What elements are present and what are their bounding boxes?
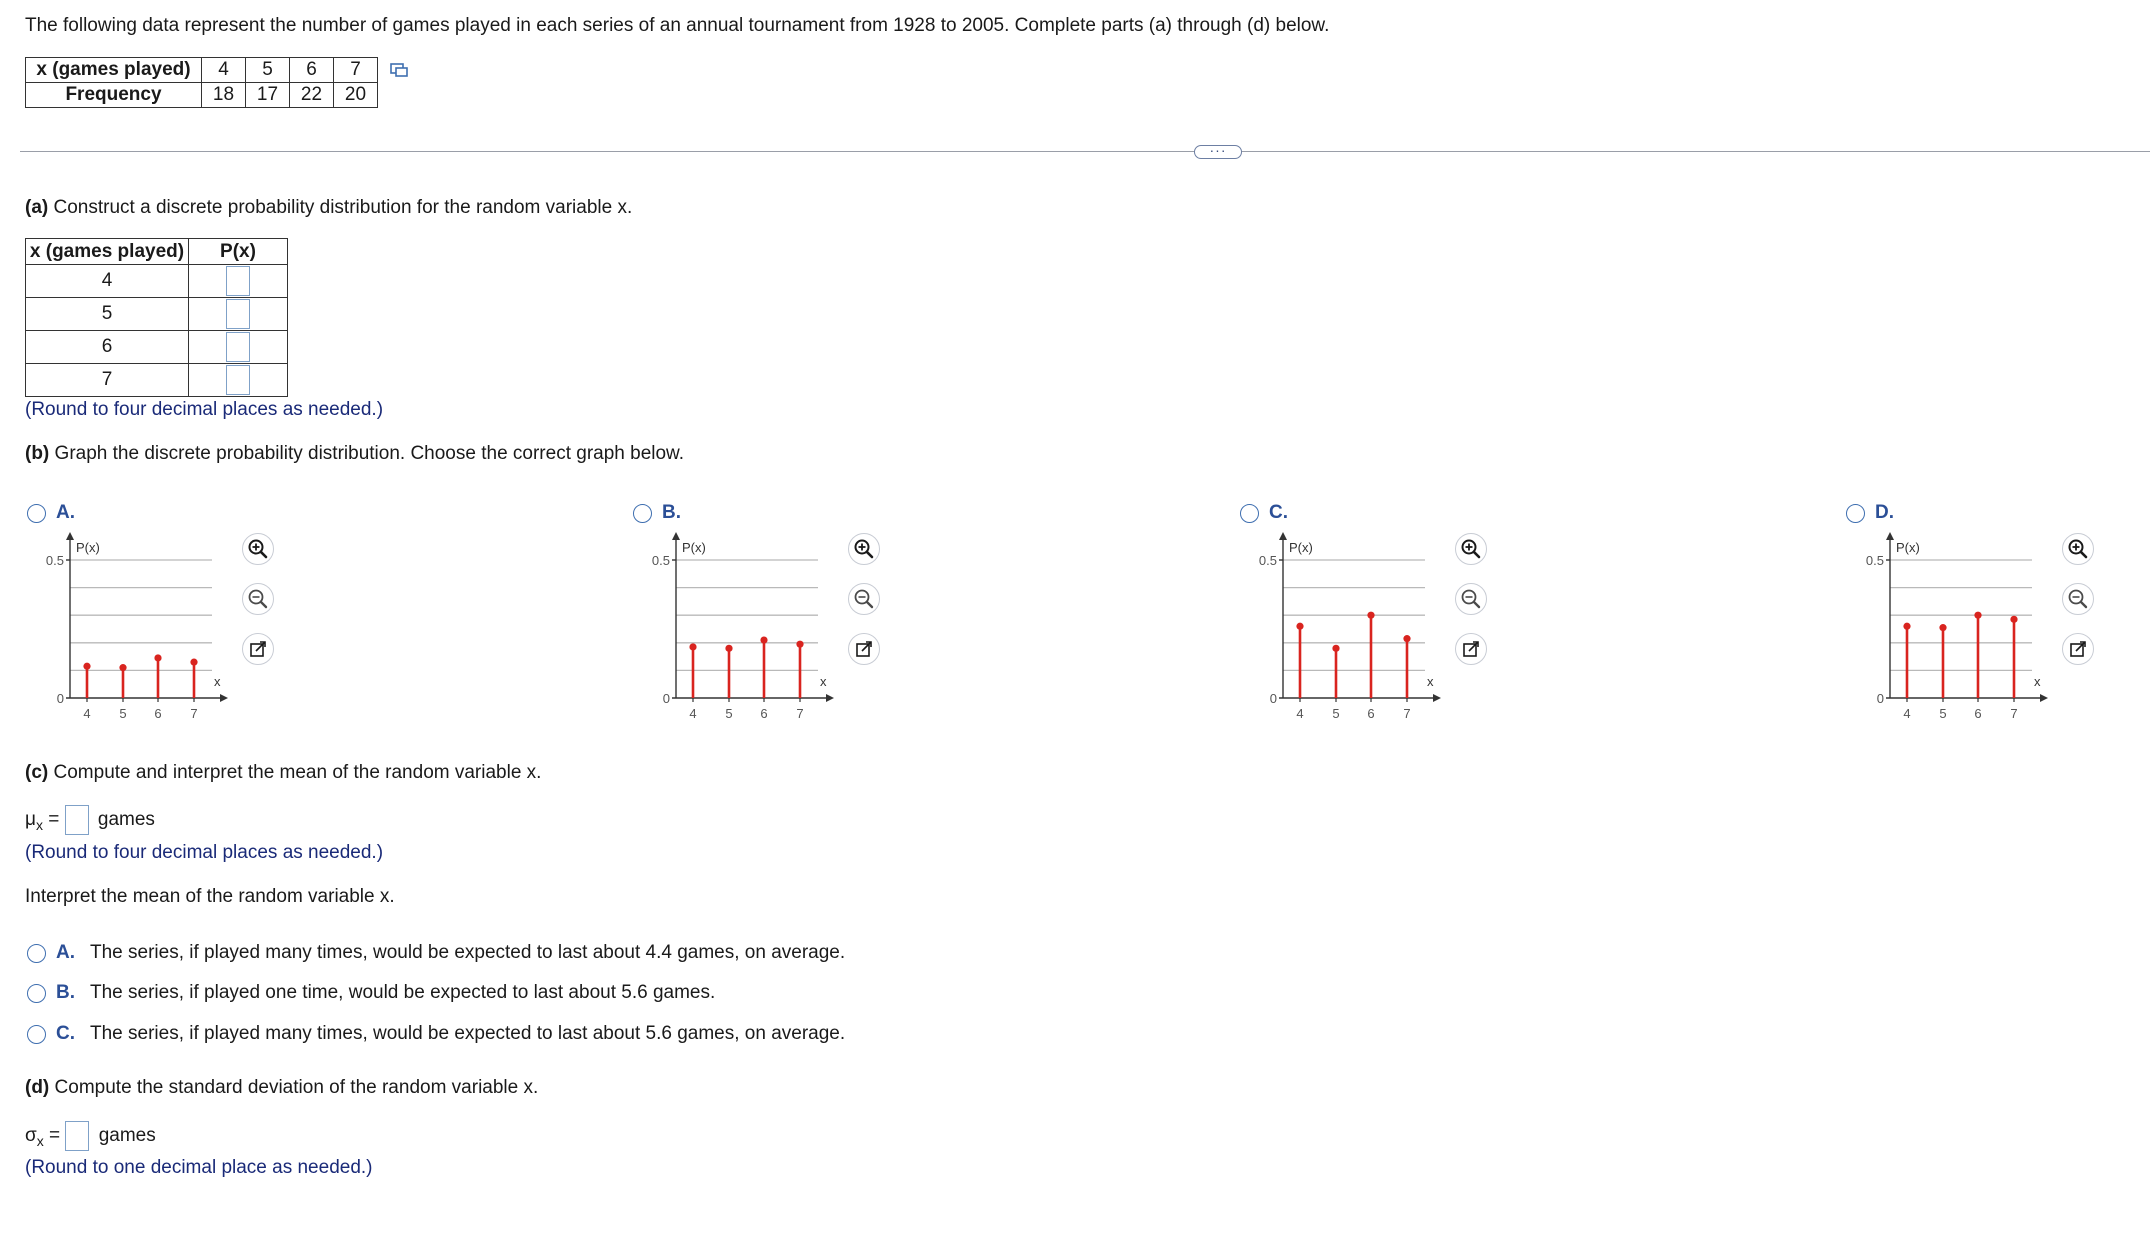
zoom-out-icon[interactable] (241, 582, 275, 616)
y-tick-label: 0.5 (45, 553, 64, 568)
graph-option-b-radio[interactable] (633, 504, 652, 523)
mu-equals: = (48, 809, 60, 831)
x-axis-label: x (2034, 674, 2041, 689)
stem-point (1296, 623, 1303, 630)
y-tick-label: 0.5 (1865, 553, 1884, 568)
pt-px-cell (189, 265, 288, 298)
part-c-heading: (c) (25, 762, 49, 783)
part-b-prompt (25, 443, 684, 465)
part-d-text: Compute the standard deviation of the random variable x. (54, 1077, 539, 1098)
zoom-in-icon[interactable] (2061, 532, 2095, 566)
x-tick-label: 6 (1974, 706, 1982, 721)
y-tick-label: 0 (1269, 691, 1277, 706)
stem-point (1367, 612, 1374, 619)
graph-option-a-radio[interactable] (27, 504, 46, 523)
stem-point (119, 664, 126, 671)
part-a-hint: (Round to four decimal places as needed.) (25, 399, 384, 420)
pt-x-cell: 7 (26, 364, 189, 397)
interpret-c-text[interactable]: The series, if played many times, would be expected to last about 5.6 games, on average. (90, 1023, 846, 1044)
x-axis-arrow (2040, 694, 2048, 702)
interpret-c-radio[interactable] (27, 1025, 46, 1044)
mu-subscript: x (35, 816, 43, 833)
graph-c (1243, 528, 1463, 728)
graph-option-a-label[interactable]: A. (56, 502, 75, 523)
part-d-prompt (25, 1077, 538, 1099)
mean-unit: games (97, 809, 155, 831)
stem-point (1974, 612, 1981, 619)
x-tick-label: 4 (1296, 706, 1304, 721)
px-input-4[interactable] (226, 266, 250, 296)
sd-answer-row (25, 1121, 156, 1151)
x-tick-label: 5 (725, 706, 733, 721)
x-tick-label: 6 (1367, 706, 1375, 721)
stem-point (1939, 624, 1946, 631)
y-axis-arrow (1886, 532, 1894, 540)
graph-option-c-radio[interactable] (1240, 504, 1259, 523)
x-axis-label: x (214, 674, 221, 689)
x-tick-label: 5 (1939, 706, 1947, 721)
frequency-cell: 17 (246, 83, 290, 108)
interpret-b-letter[interactable]: B. (56, 982, 75, 1003)
stem-point (2010, 616, 2017, 623)
y-tick-label: 0 (56, 691, 64, 706)
pt-px-cell (189, 331, 288, 364)
expand-ellipsis-button[interactable]: ··· (1194, 145, 1242, 159)
zoom-out-icon[interactable] (2061, 582, 2095, 616)
open-new-window-icon[interactable] (847, 632, 881, 666)
y-axis-label: P(x) (682, 540, 706, 555)
part-a-text: Construct a discrete probability distribution for the random variable x. (53, 197, 633, 218)
x-tick-label: 7 (2010, 706, 2018, 721)
pt-header-px: P(x) (189, 239, 288, 265)
y-axis-arrow (66, 532, 74, 540)
open-new-window-icon[interactable] (241, 632, 275, 666)
pt-header-x: x (games played) (26, 239, 189, 265)
x-axis-label: x (820, 674, 827, 689)
graph-d (1850, 528, 2070, 728)
pt-px-cell (189, 364, 288, 397)
open-new-window-icon[interactable] (2061, 632, 2095, 666)
mean-answer-row (25, 805, 155, 835)
sd-unit: games (98, 1125, 156, 1147)
x-tick-label: 4 (1903, 706, 1911, 721)
open-new-window-icon[interactable] (1454, 632, 1488, 666)
part-d-hint: (Round to one decimal place as needed.) (25, 1157, 373, 1178)
part-a-prompt (25, 197, 632, 219)
x-tick-label: 5 (1332, 706, 1340, 721)
y-tick-label: 0.5 (1258, 553, 1277, 568)
y-tick-label: 0.5 (651, 553, 670, 568)
part-d-heading: (d) (25, 1077, 50, 1098)
part-c-text: Compute and interpret the mean of the random variable x. (53, 762, 542, 783)
interpret-a-letter[interactable]: A. (56, 942, 75, 963)
y-axis-label: P(x) (1896, 540, 1920, 555)
pt-x-cell: 6 (26, 331, 189, 364)
graph-option-d-label[interactable]: D. (1875, 502, 1894, 523)
sigma-symbol: σ (25, 1125, 37, 1147)
x-axis-arrow (220, 694, 228, 702)
x-tick-label: 4 (689, 706, 697, 721)
stem-point (154, 654, 161, 661)
section-divider (20, 151, 2150, 152)
frequency-cell: 22 (290, 83, 334, 108)
frequency-cell: 20 (334, 83, 378, 108)
graph-option-d-radio[interactable] (1846, 504, 1865, 523)
intro-text: The following data represent the number of games played in each series of an annual tournament from 1928 to 2005. Complete parts (a) through (d) below. (25, 15, 1330, 36)
frequency-table (25, 57, 378, 108)
pt-x-cell: 5 (26, 298, 189, 331)
y-axis-arrow (1279, 532, 1287, 540)
zoom-in-icon[interactable] (847, 532, 881, 566)
y-tick-label: 0 (1876, 691, 1884, 706)
part-a-heading: (a) (25, 197, 49, 218)
stem-point (1403, 635, 1410, 642)
zoom-in-icon[interactable] (241, 532, 275, 566)
mu-symbol: μ (25, 809, 36, 831)
x-tick-label: 7 (796, 706, 804, 721)
part-b-heading: (b) (25, 443, 50, 464)
sd-input[interactable] (65, 1121, 89, 1151)
x-cell: 5 (246, 58, 290, 83)
part-b-text: Graph the discrete probability distribution. Choose the correct graph below. (54, 443, 685, 464)
x-axis-arrow (826, 694, 834, 702)
x-cell: 7 (334, 58, 378, 83)
part-c-prompt (25, 762, 541, 784)
stem-point (725, 645, 732, 652)
stem-point (190, 659, 197, 666)
px-input-6[interactable] (226, 332, 250, 362)
probability-table (25, 238, 288, 397)
x-cell: 6 (290, 58, 334, 83)
graph-option-c-label[interactable]: C. (1269, 502, 1288, 523)
interpret-a-radio[interactable] (27, 944, 46, 963)
frequency-cell: 18 (202, 83, 246, 108)
stem-point (760, 636, 767, 643)
x-tick-label: 5 (119, 706, 127, 721)
y-axis-label: P(x) (76, 540, 100, 555)
graph-b (636, 528, 856, 728)
stem-point (83, 663, 90, 670)
x-tick-label: 7 (1403, 706, 1411, 721)
x-tick-label: 7 (190, 706, 198, 721)
copy-data-icon[interactable] (389, 61, 409, 81)
stem-point (796, 641, 803, 648)
zoom-out-icon[interactable] (1454, 582, 1488, 616)
stem-point (1332, 645, 1339, 652)
sigma-equals: = (49, 1125, 61, 1147)
graph-a (30, 528, 250, 728)
x-label-cell: x (games played) (26, 58, 202, 83)
mean-input[interactable] (65, 805, 89, 835)
sigma-subscript: x (36, 1132, 44, 1149)
frequency-label-cell: Frequency (26, 83, 202, 108)
y-axis-arrow (672, 532, 680, 540)
stem-point (689, 643, 696, 650)
interpret-b-text[interactable]: The series, if played one time, would be expected to last about 5.6 games. (90, 982, 716, 1003)
stem-point (1903, 623, 1910, 630)
interpret-a-text[interactable]: The series, if played many times, would be expected to last about 4.4 games, on average. (90, 942, 846, 963)
interpret-prompt: Interpret the mean of the random variable x. (25, 886, 395, 907)
x-tick-label: 6 (154, 706, 162, 721)
x-axis-arrow (1433, 694, 1441, 702)
zoom-in-icon[interactable] (1454, 532, 1488, 566)
y-tick-label: 0 (662, 691, 670, 706)
px-input-7[interactable] (226, 365, 250, 395)
interpret-b-radio[interactable] (27, 984, 46, 1003)
interpret-c-letter[interactable]: C. (56, 1023, 75, 1044)
px-input-5[interactable] (226, 299, 250, 329)
y-axis-label: P(x) (1289, 540, 1313, 555)
pt-px-cell (189, 298, 288, 331)
x-tick-label: 4 (83, 706, 91, 721)
graph-option-b-label[interactable]: B. (662, 502, 681, 523)
zoom-out-icon[interactable] (847, 582, 881, 616)
part-c-hint: (Round to four decimal places as needed.) (25, 842, 384, 863)
x-axis-label: x (1427, 674, 1434, 689)
x-tick-label: 6 (760, 706, 768, 721)
x-cell: 4 (202, 58, 246, 83)
pt-x-cell: 4 (26, 265, 189, 298)
